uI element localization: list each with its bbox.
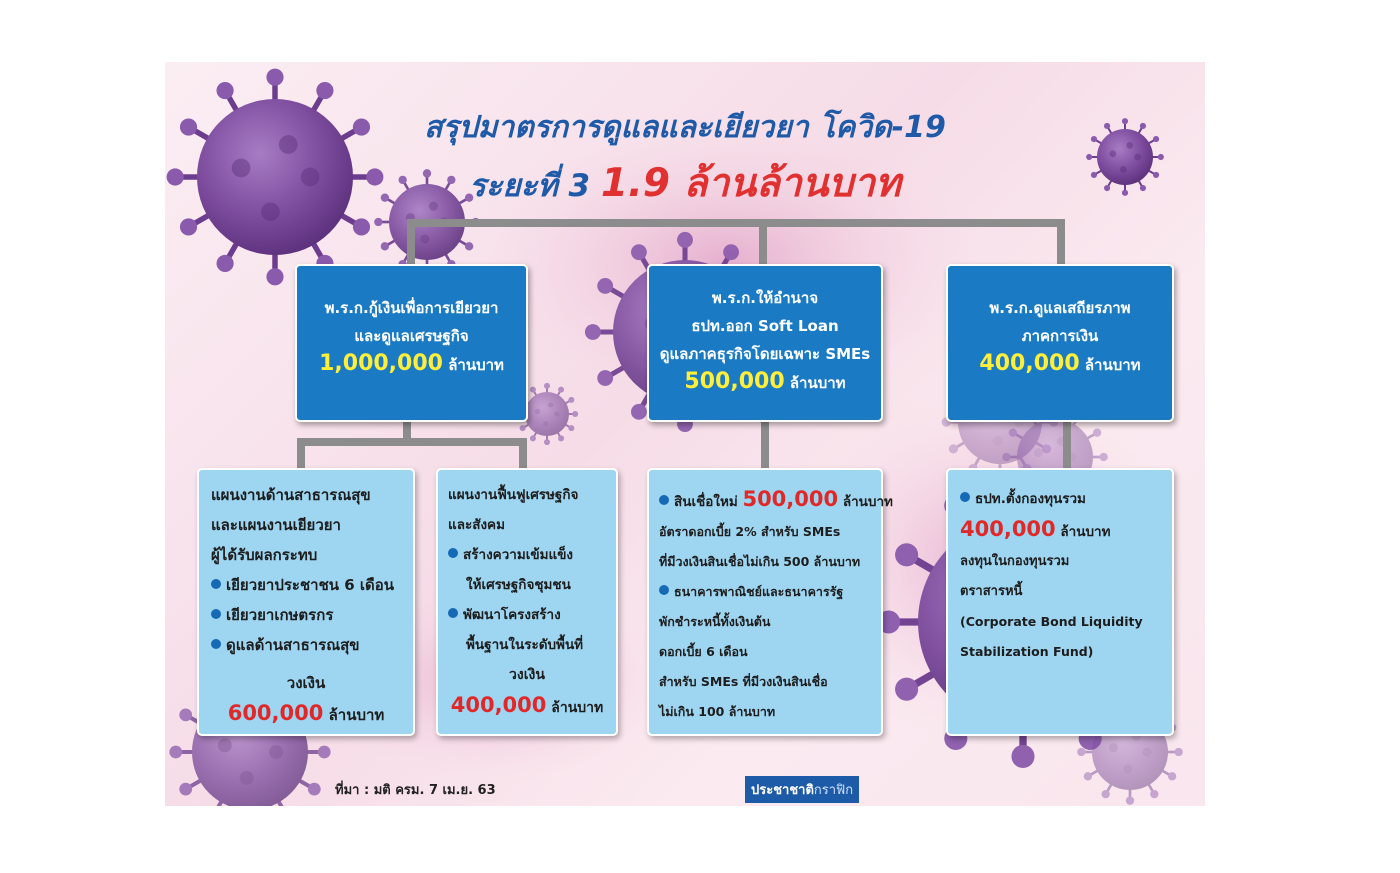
budget-unit: ล้านบาท [328,706,385,724]
branch-amount: 400,000 [979,351,1080,376]
budget-amount: 400,000 [450,693,547,717]
subtitle-total: 1.9 ล้านล้านบาท [600,161,901,206]
connector-top-mid [759,219,767,267]
fund-amount: 400,000 [960,517,1056,541]
bullet-icon [448,548,458,558]
source-note: ที่มา : มติ ครม. 7 เม.ย. 63 [335,783,496,798]
detail-bullet: สินเชื่อใหม่ [674,494,738,510]
branch-amount: 1,000,000 [319,351,443,376]
detail-line: ดอกเบี้ย 6 เดือน [659,644,748,659]
detail-bullet: ธนาคารพาณิชย์และธนาคารรัฐ [674,584,844,599]
detail-bullet-cont: พื้นฐานในระดับพื้นที่ [466,637,584,653]
subtitle [165,152,1205,214]
branch-line: พ.ร.ก.ดูแลเสถียรภาพ [989,299,1131,317]
bullet-icon [211,579,221,589]
branch-line: พ.ร.ก.ให้อำนาจ [711,289,819,307]
connector-left-a [297,438,305,470]
branch-line: ธปท.ออก Soft Loan [691,317,839,335]
connector-left-horizontal [297,438,527,446]
detail-line: พักชำระหนี้ทั้งเงินต้น [659,614,771,629]
bullet-icon [659,585,669,595]
detail-line: ลงทุนในกองทุนรวม [960,554,1070,569]
budget-amount: 600,000 [227,701,324,725]
bullet-icon [211,639,221,649]
detail-line: ที่มีวงเงินสินเชื่อไม่เกิน 500 ล้านบาท [659,554,861,569]
detail-bullet: ธปท.ตั้งกองทุนรวม [975,491,1086,507]
detail-bullet: เยียวยาประชาชน 6 เดือน [226,576,395,594]
detail-heading: และแผนงานเยียวยา [211,516,341,534]
loan-unit: ล้านบาท [842,494,893,510]
infographic-poster [165,62,1205,806]
fund-unit: ล้านบาท [1060,524,1111,540]
branch-line: และดูแลเศรษฐกิจ [354,327,469,345]
brand-main: ประชาชาติ [751,783,814,798]
detail-line: สำหรับ SMEs ที่มีวงเงินสินเชื่อ [659,674,828,689]
bullet-icon [659,495,669,505]
branch-box-softloan-decree [647,264,883,422]
detail-box-softloan [647,468,893,736]
main-title: สรุปมาตรการดูแลและเยียวยา โควิด-19 [424,110,946,145]
detail-heading: แผนงานด้านสาธารณสุข [211,486,371,504]
detail-line: Stabilization Fund) [960,644,1094,659]
budget-label: วงเงิน [286,674,326,692]
detail-heading: และสังคม [448,517,505,533]
detail-bullet: สร้างความเข้มแข็ง [463,547,574,563]
connector-left-b [519,438,527,470]
branch-line: ภาคการเงิน [1021,327,1099,345]
bullet-icon [960,492,970,502]
detail-bullet: ดูแลด้านสาธารณสุข [226,636,360,654]
brand-sub: กราฟิก [813,783,854,798]
budget-label: วงเงิน [509,667,545,683]
branch-unit: ล้านบาท [789,374,846,392]
detail-box-fund [946,468,1174,736]
branch-unit: ล้านบาท [1084,356,1141,374]
connector-right-drop [1063,420,1071,470]
detail-bullet-cont: ให้เศรษฐกิจชุมชน [466,577,571,593]
detail-box-health [197,468,415,736]
branch-line: พ.ร.ก.กู้เงินเพื่อการเยียวยา [324,299,499,317]
bullet-icon [448,608,458,618]
detail-heading: ผู้ได้รับผลกระทบ [211,546,318,564]
budget-unit: ล้านบาท [551,700,604,716]
detail-heading: แผนงานฟื้นฟูเศรษฐกิจ [448,487,579,503]
branch-box-loan-decree [295,264,528,422]
detail-line: (Corporate Bond Liquidity [960,614,1143,629]
connector-top-left [407,219,415,267]
connector-mid-drop [761,420,769,470]
detail-line: ตราสารหนี้ [960,584,1023,599]
loan-amount: 500,000 [742,487,839,511]
branch-unit: ล้านบาท [448,356,504,374]
detail-line: ไม่เกิน 100 ล้านบาท [659,704,776,719]
detail-line: อัตราดอกเบี้ย 2% สำหรับ SMEs [659,524,841,539]
detail-bullet: เยียวยาเกษตรกร [226,606,334,624]
subtitle-prefix: ระยะที่ 3 [469,168,591,204]
detail-box-recovery [436,468,618,736]
brand-logo [745,776,859,803]
connector-top-horizontal [407,219,1061,227]
branch-line: ดูแลภาคธุรกิจโดยเฉพาะ SMEs [659,345,871,363]
branch-box-stability-decree [946,264,1174,422]
connector-top-right [1057,219,1065,267]
detail-bullet: พัฒนาโครงสร้าง [463,607,561,623]
bullet-icon [211,609,221,619]
branch-amount: 500,000 [684,369,785,394]
